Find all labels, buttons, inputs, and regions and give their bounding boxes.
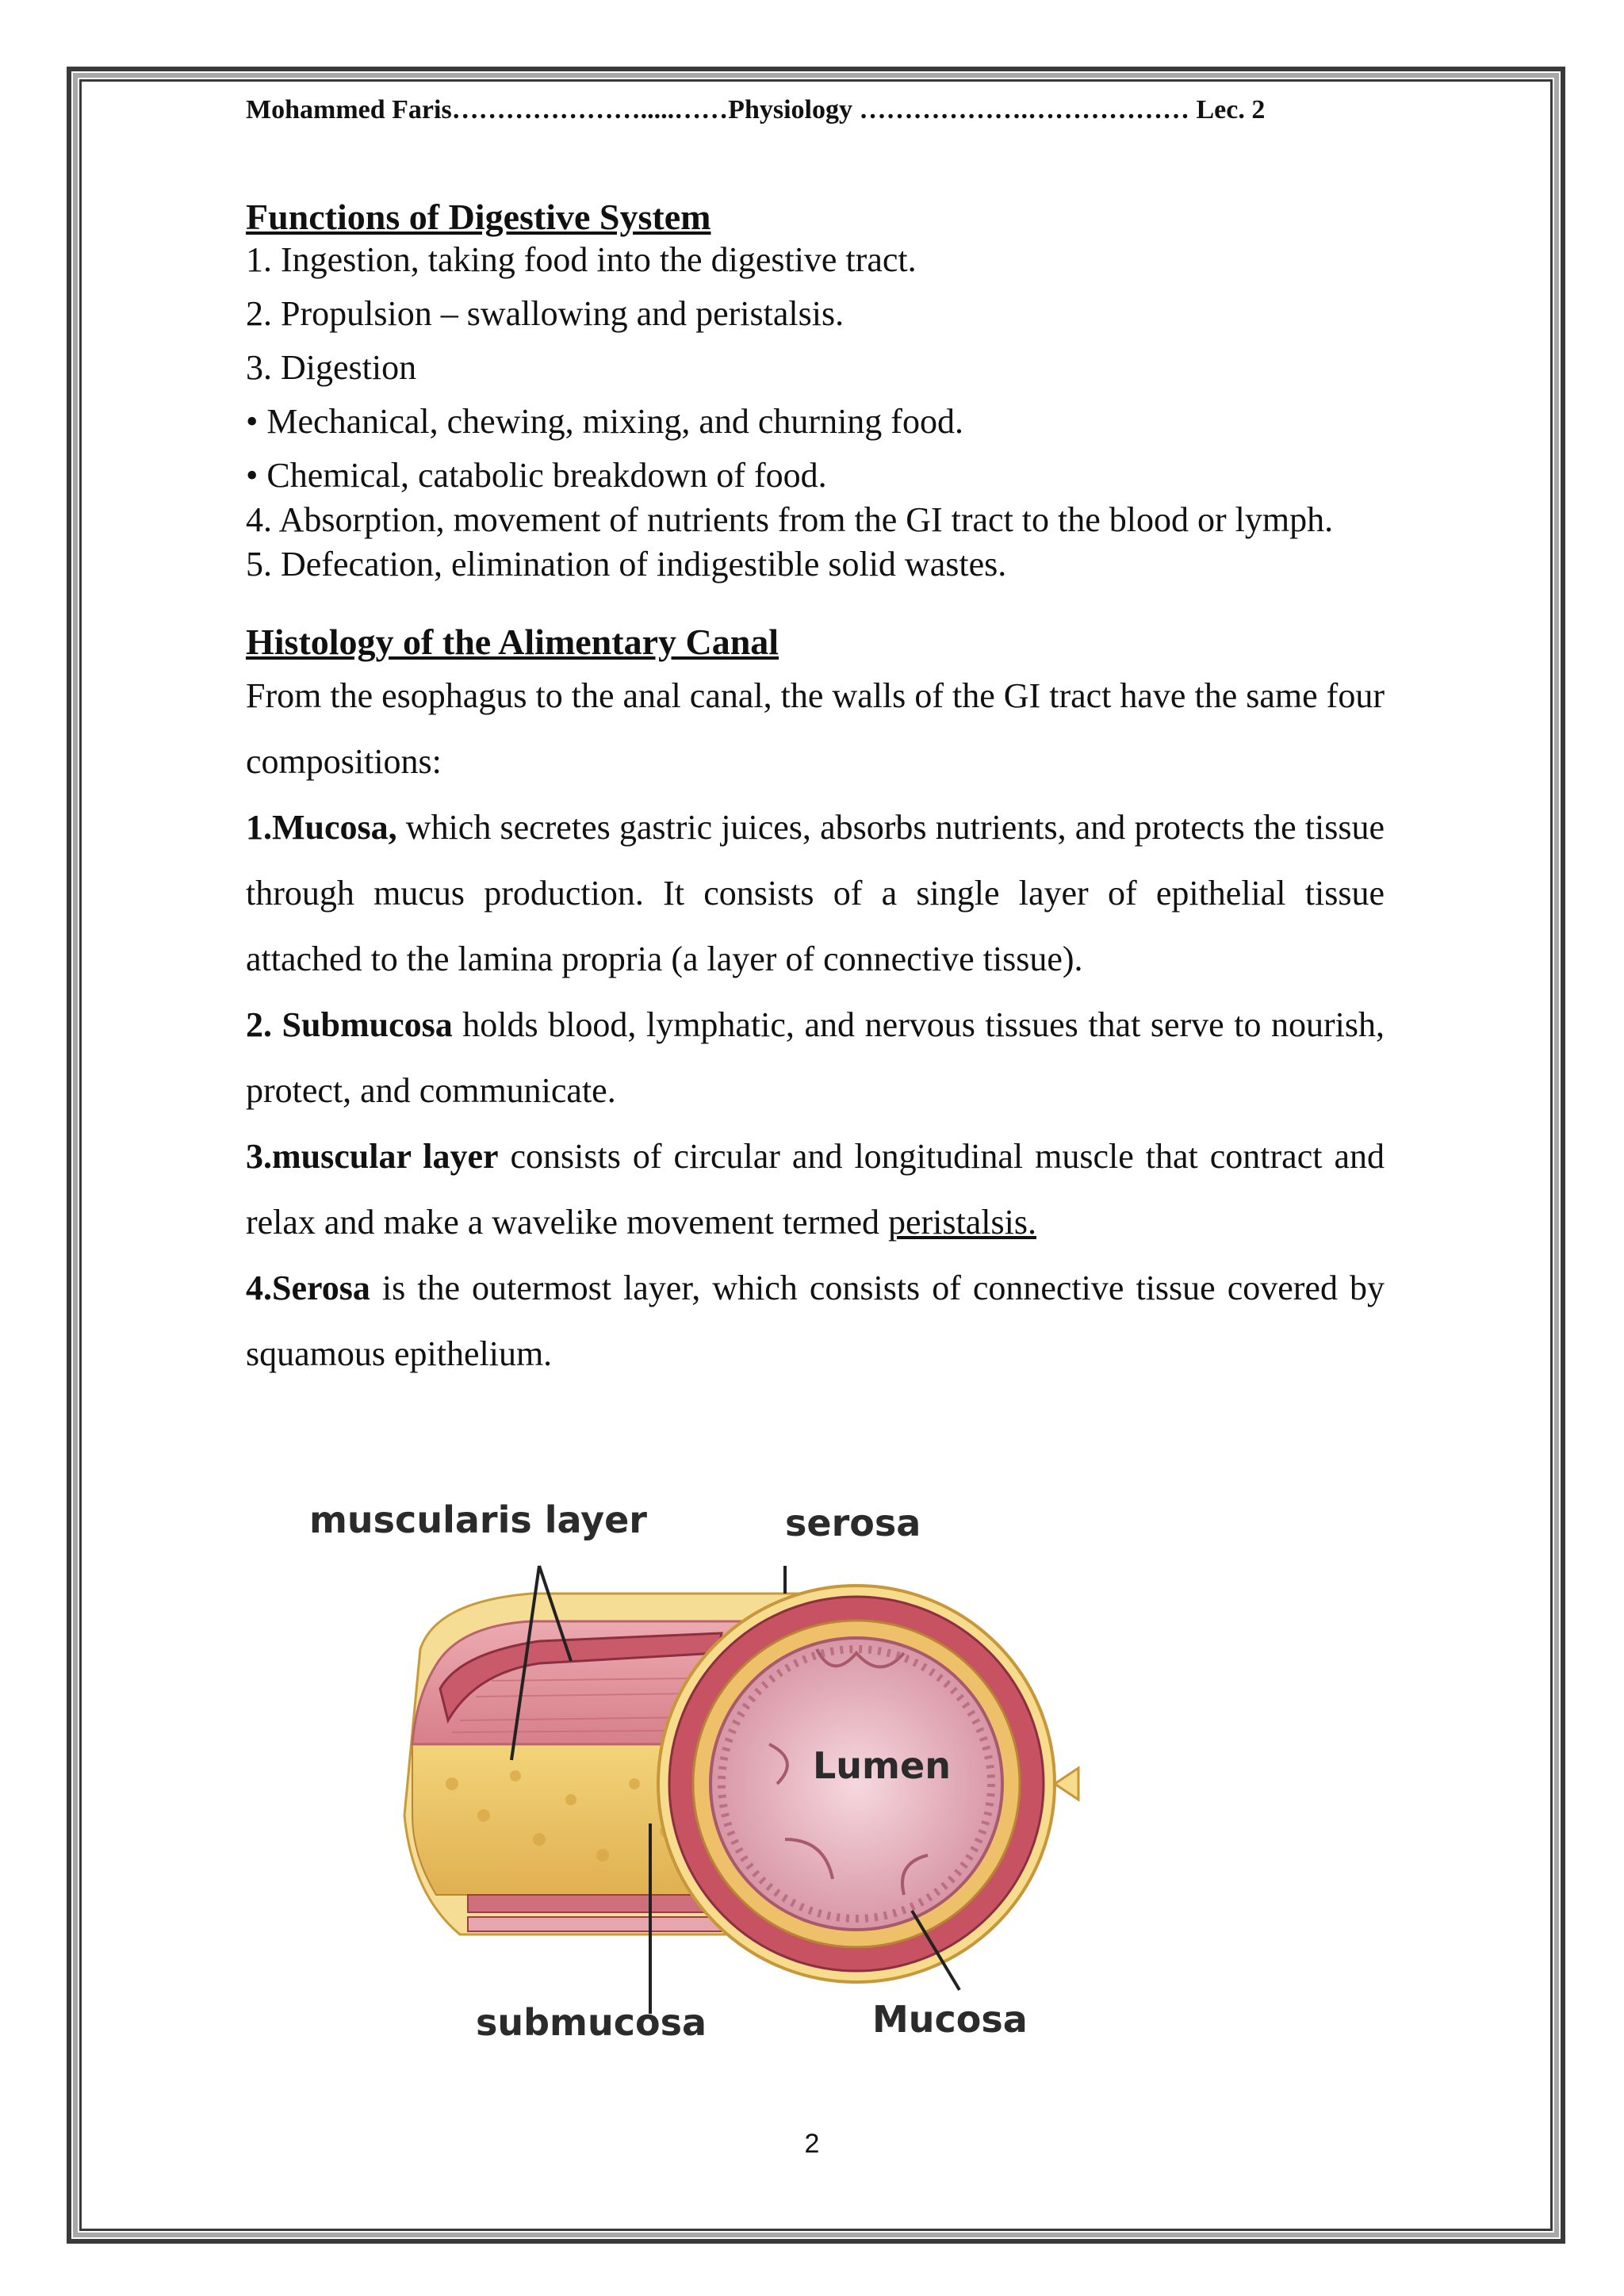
muscular-paragraph	[246, 1123, 1385, 1255]
submucosa-term: 2. Submucosa	[246, 1005, 453, 1044]
label-serosa: serosa	[785, 1502, 921, 1544]
submucosa-text: holds blood, lymphatic, and nervous tissues that serve to nourish, protect, and communicate.	[246, 1005, 1385, 1110]
page-number: 2	[804, 2129, 820, 2159]
mucosa-paragraph	[246, 794, 1385, 992]
header-text: Mohammed Faris………………….....……Physiology ……………….……………… Lec. 2	[246, 95, 1266, 124]
histology-body	[246, 663, 1385, 1387]
list-item: 3. Digestion	[246, 348, 417, 387]
mucosa-term: 1.Mucosa,	[246, 808, 397, 847]
section-title-histology: Histology of the Alimentary Canal	[246, 622, 779, 662]
list-item: • Mechanical, chewing, mixing, and churning food.	[246, 402, 963, 441]
list-item: 4. Absorption, movement of nutrients from the GI tract to the blood or lymph.	[246, 500, 1334, 539]
serosa-term: 4.Serosa	[246, 1269, 370, 1307]
serosa-paragraph	[246, 1255, 1385, 1387]
label-submucosa: submucosa	[476, 2001, 707, 2044]
gi-wall-diagram	[278, 1483, 1150, 2053]
mesentery-tip	[1055, 1768, 1078, 1800]
label-muscularis-layer: muscularis layer	[309, 1498, 647, 1541]
gi-wall-illustration	[278, 1483, 1150, 2053]
submucosa-paragraph	[246, 992, 1385, 1123]
list-item: 2. Propulsion – swallowing and peristalsis.	[246, 294, 845, 333]
intro-paragraph: From the esophagus to the anal canal, the walls of the GI tract have the same four compositions:	[246, 676, 1385, 781]
page-header	[246, 95, 1385, 125]
section-title-functions: Functions of Digestive System	[246, 197, 711, 237]
muscular-text: consists of circular and longitudinal muscle that contract and relax and make a wavelike movement termed	[246, 1137, 1385, 1242]
main-content	[246, 197, 1385, 1387]
label-lumen: Lumen	[813, 1744, 951, 1787]
mucosa-text: which secretes gastric juices, absorbs nutrients, and protects the tissue through mucus production. It consists of a single layer of epithelial tissue attached to the lamina propria (a layer of connective tissue).	[246, 808, 1385, 978]
list-item: 1. Ingestion, taking food into the digestive tract.	[246, 240, 917, 279]
serosa-text: is the outermost layer, which consists of connective tissue covered by squamous epithelium.	[246, 1269, 1385, 1373]
list-item: 5. Defecation, elimination of indigestible solid wastes.	[246, 545, 1007, 584]
functions-list	[246, 238, 1385, 587]
peristalsis-term: peristalsis.	[887, 1203, 1036, 1242]
label-mucosa: Mucosa	[872, 1998, 1028, 2041]
muscular-term: 3.muscular layer	[246, 1137, 499, 1176]
list-item: • Chemical, catabolic breakdown of food.	[246, 456, 827, 495]
